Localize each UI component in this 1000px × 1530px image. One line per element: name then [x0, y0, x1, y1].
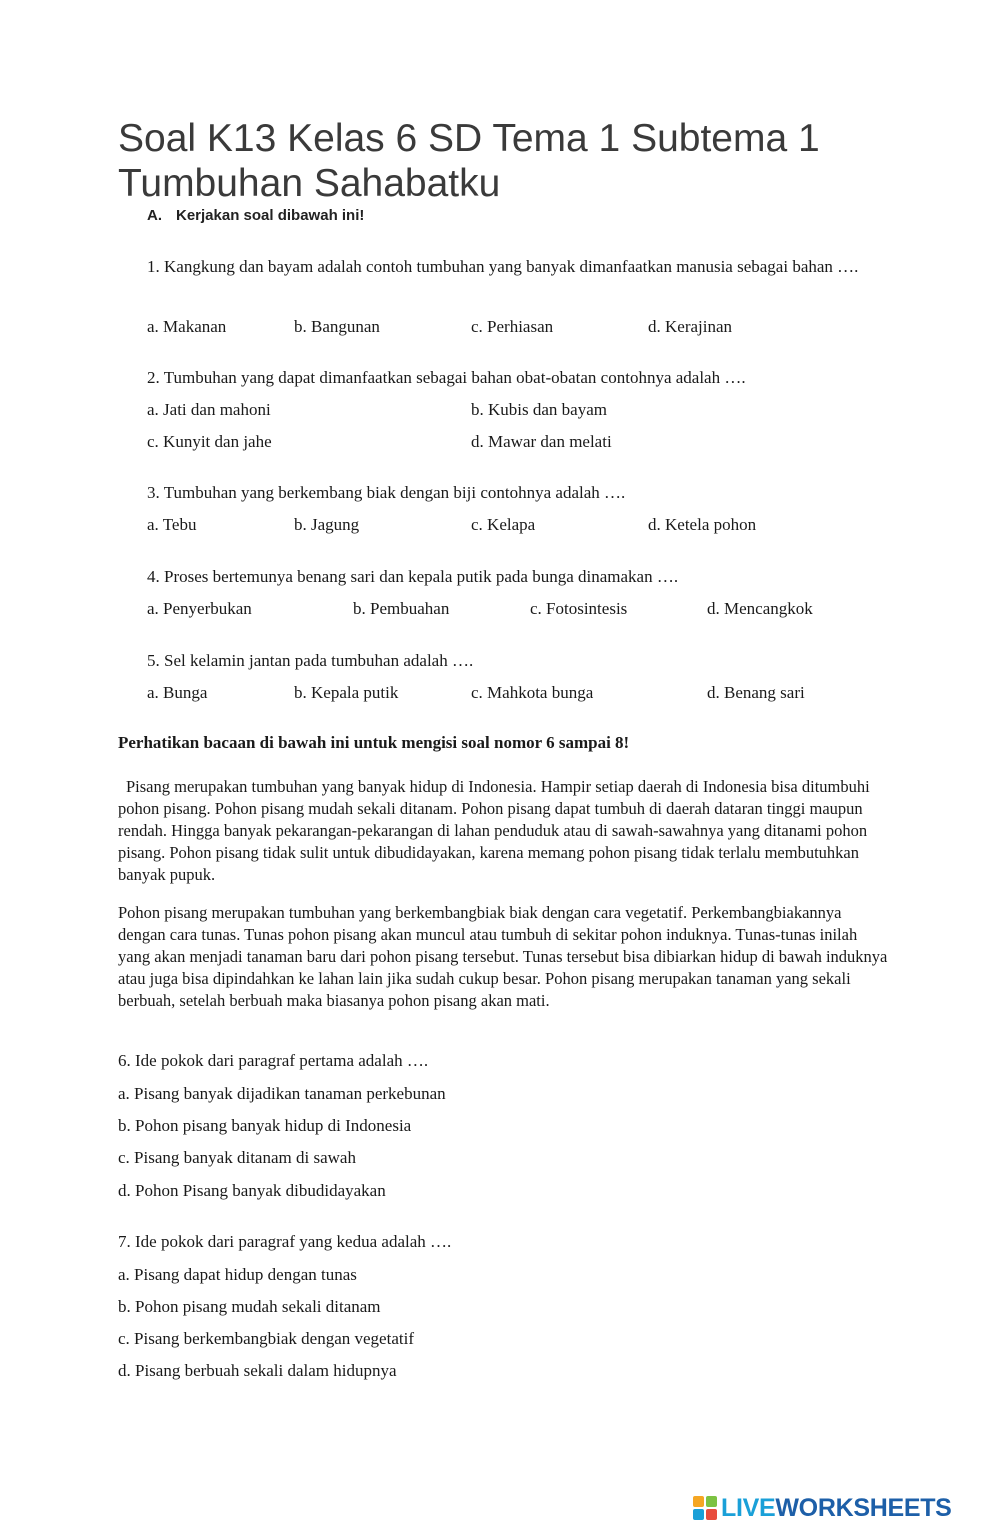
question-7-text: 7. Ide pokok dari paragraf yang kedua adalah …. — [118, 1232, 452, 1251]
q1-option-d[interactable]: d. Kerajinan — [648, 317, 733, 336]
q3-option-b[interactable]: b. Jagung — [294, 515, 360, 534]
q2-option-d[interactable]: d. Mawar dan melati — [471, 432, 612, 451]
q2-option-b[interactable]: b. Kubis dan bayam — [471, 400, 607, 419]
q7-option-d[interactable]: d. Pisang berbuah sekali dalam hidupnya — [118, 1361, 397, 1380]
section-label: A. — [147, 207, 162, 224]
q2-option-a[interactable]: a. Jati dan mahoni — [147, 400, 271, 419]
q3-option-c[interactable]: c. Kelapa — [471, 515, 536, 534]
q5-option-b[interactable]: b. Kepala putik — [294, 683, 399, 702]
q5-option-d[interactable]: d. Benang sari — [707, 683, 805, 702]
q3-option-d[interactable]: d. Ketela pohon — [648, 515, 757, 534]
question-5-text: 5. Sel kelamin jantan pada tumbuhan adalah …. — [147, 651, 474, 670]
question-6-text: 6. Ide pokok dari paragraf pertama adalah …. — [118, 1051, 429, 1070]
reading-instruction: Perhatikan bacaan di bawah ini untuk mengisi soal nomor 6 sampai 8! — [118, 733, 630, 752]
liveworksheets-logo[interactable] — [693, 1492, 952, 1524]
q6-option-d[interactable]: d. Pohon Pisang banyak dibudidayakan — [118, 1181, 386, 1200]
reading-paragraph-1: Pisang merupakan tumbuhan yang banyak hidup di Indonesia. Hampir setiap daerah di Indonesia bisa ditumbuhi pohon pisang. Pohon pisang mudah sekali ditanam. Pohon pisang dapat tumbuh di daerah dataran tinggi maupun rendah. Hingga banyak pekarangan-pekarangan di lahan penduduk atau di sawah-sawahnya yang ditanami pohon pisang. Pohon pisang tidak sulit untuk dibudidayakan, karena memang pohon pisang tidak terlalu membutuhkan banyak pupuk. — [118, 777, 870, 884]
q1-option-a[interactable]: a. Makanan — [147, 317, 227, 336]
q4-option-d[interactable]: d. Mencangkok — [707, 599, 813, 618]
reading-paragraph-2: Pohon pisang merupakan tumbuhan yang berkembangbiak biak dengan cara vegetatif. Perkembangbiakannya dengan cara tunas. Tunas pohon pisang akan muncul atau tumbuh di sekitar pohon induknya. Tunas-tunas inilah yang akan menjadi tanaman baru dari pohon pisang tersebut. Tunas tersebut bisa dibiarkan hidup di bawah induknya atau juga bisa dipindahkan ke lahan lain jika sudah cukup besar. Pohon pisang merupakan tanaman yang sekali berbuah, setelah berbuah maka biasanya pohon pisang akan mati. — [118, 903, 888, 1010]
q4-option-c[interactable]: c. Fotosintesis — [530, 599, 628, 618]
q1-option-c[interactable]: c. Perhiasan — [471, 317, 554, 336]
q2-option-c[interactable]: c. Kunyit dan jahe — [147, 432, 272, 451]
question-1-text: 1. Kangkung dan bayam adalah contoh tumbuhan yang banyak dimanfaatkan manusia sebagai bahan …. — [147, 257, 859, 276]
q6-option-c[interactable]: c. Pisang banyak ditanam di sawah — [118, 1148, 356, 1167]
q6-option-b[interactable]: b. Pohon pisang banyak hidup di Indonesia — [118, 1116, 412, 1135]
q1-option-b[interactable]: b. Bangunan — [294, 317, 380, 336]
question-4-text: 4. Proses bertemunya benang sari dan kepala putik pada bunga dinamakan …. — [147, 567, 679, 586]
worksheet-title: Soal K13 Kelas 6 SD Tema 1 Subtema 1 Tumbuhan Sahabatku — [118, 117, 820, 205]
q5-option-a[interactable]: a. Bunga — [147, 683, 208, 702]
question-3-text: 3. Tumbuhan yang berkembang biak dengan biji contohnya adalah …. — [147, 483, 626, 502]
liveworksheets-mark-icon — [693, 1496, 717, 1520]
q4-option-a[interactable]: a. Penyerbukan — [147, 599, 252, 618]
q7-option-b[interactable]: b. Pohon pisang mudah sekali ditanam — [118, 1297, 381, 1316]
q5-option-c[interactable]: c. Mahkota bunga — [471, 683, 594, 702]
q4-option-b[interactable]: b. Pembuahan — [353, 599, 450, 618]
q6-option-a[interactable]: a. Pisang banyak dijadikan tanaman perkebunan — [118, 1084, 446, 1103]
q7-option-c[interactable]: c. Pisang berkembangbiak dengan vegetatif — [118, 1329, 414, 1348]
q7-option-a[interactable]: a. Pisang dapat hidup dengan tunas — [118, 1265, 357, 1284]
section-heading — [147, 207, 364, 224]
section-text: Kerjakan soal dibawah ini! — [176, 207, 365, 224]
logo-prefix: LIVE — [721, 1493, 776, 1522]
q3-option-a[interactable]: a. Tebu — [147, 515, 197, 534]
logo-suffix: WORKSHEETS — [775, 1493, 952, 1522]
question-2-text: 2. Tumbuhan yang dapat dimanfaatkan sebagai bahan obat-obatan contohnya adalah …. — [147, 368, 746, 387]
